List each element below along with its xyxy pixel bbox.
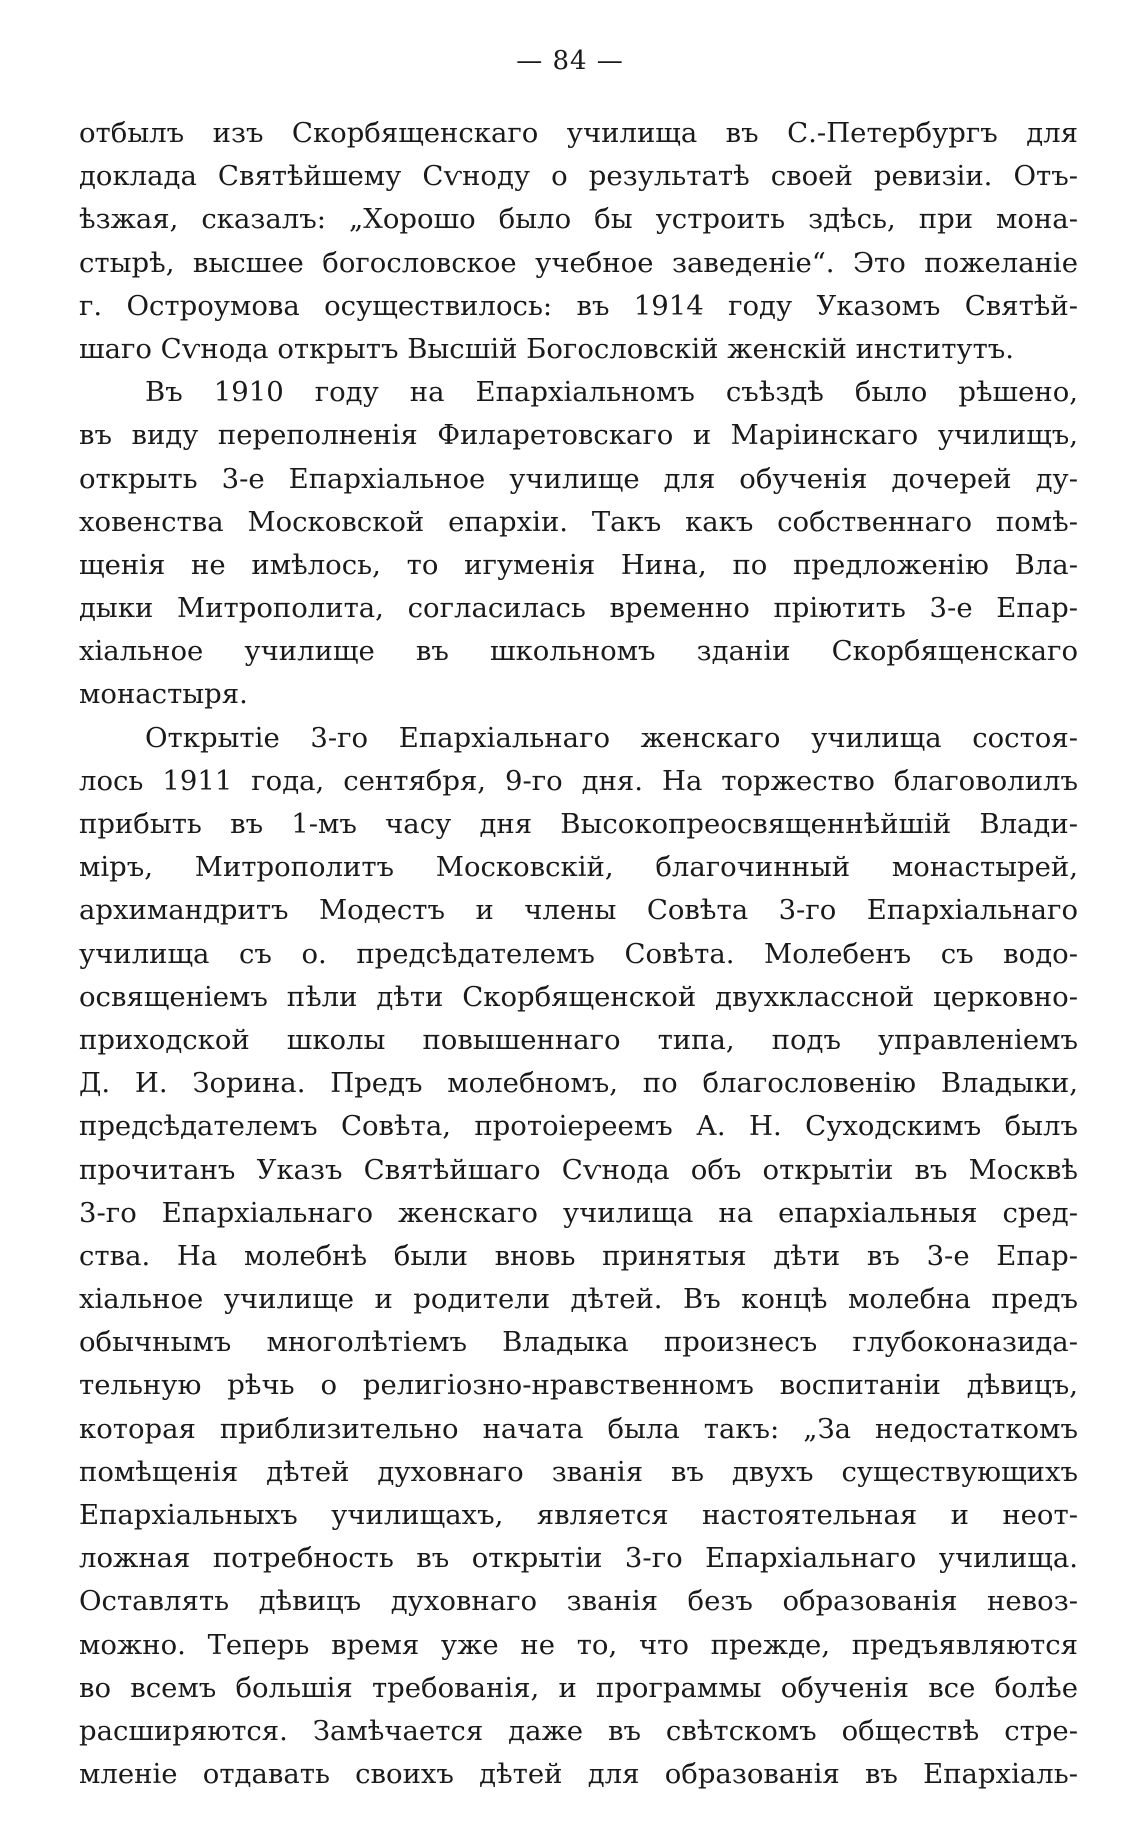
text-line: прочитанъ Указъ Святѣйшаго Сѵнода объ открытіи въ Москвѣ [79, 1153, 1078, 1186]
text-line: г. Остроумова осуществилось: въ 1914 году Указомъ Святѣй- [79, 289, 1078, 322]
text-line: ховенства Московской епархіи. Такъ какъ собственнаго помѣ- [79, 505, 1078, 538]
text-line: расширяются. Замѣчается даже въ свѣтскомъ обществѣ стре- [79, 1714, 1078, 1747]
text-line: Въ 1910 году на Епархіальномъ съѣздѣ было рѣшено, [145, 376, 1078, 409]
text-line: помѣщенія дѣтей духовнаго званія въ двухъ существующихъ [79, 1455, 1078, 1488]
text-line: хіальное училище въ школьномъ зданіи Скорбященскаго [79, 635, 1078, 668]
text-line: можно. Теперь время уже не то, что прежде, предъявляются [79, 1628, 1078, 1661]
text-line: приходской школы повышеннаго типа, подъ управленіемъ [79, 1023, 1078, 1056]
text-line: хіальное училище и родители дѣтей. Въ концѣ молебна предъ [79, 1283, 1078, 1316]
text-line: которая приблизительно начата была такъ: „За недостаткомъ [79, 1412, 1078, 1445]
text-line: въ виду переполненія Филаретовскаго и Маріинскаго училищъ, [79, 419, 1078, 452]
text-line: тельную рѣчь о религіозно-нравственномъ воспитаніи дѣвицъ, [79, 1369, 1078, 1402]
text-line: шаго Сѵнода открытъ Высшій Богословскій женскій институтъ. [79, 332, 1015, 365]
text-line: прибыть въ 1-мъ часу дня Высокопреосвященнѣйшій Влади- [79, 808, 1078, 840]
text-line: предсѣдателемъ Совѣта, протоіереемъ А. Н. Суходскимъ былъ [79, 1110, 1078, 1143]
text-line: Оставлять дѣвицъ духовнаго званія безъ образованія невоз- [79, 1585, 1078, 1618]
text-line: 3-го Епархіальнаго женскаго училища на епархіальныя сред- [79, 1196, 1078, 1229]
text-line: щенія не имѣлось, то игуменія Нина, по предложенію Вла- [79, 548, 1078, 581]
text-line: ложная потребность въ открытіи 3-го Епархіальнаго училища. [79, 1542, 1078, 1575]
text-line: мленіе отдавать своихъ дѣтей для образованія въ Епархіаль- [79, 1758, 1078, 1791]
text-line: ства. На молебнѣ были вновь принятыя дѣти въ 3-е Епар- [79, 1239, 1078, 1272]
text-line: училища съ о. предсѣдателемъ Совѣта. Молебенъ съ водо- [79, 937, 1078, 970]
text-line: ѣзжая, сказалъ: „Хорошо было бы устроить здѣсь, при мона- [79, 203, 1078, 236]
text-line: Д. И. Зорина. Предъ молебномъ, по благословенію Владыки, [79, 1067, 1078, 1100]
text-line: доклада Святѣйшему Сѵноду о результатѣ своей ревизіи. Отъ- [79, 160, 1078, 193]
text-line: Епархіальныхъ училищахъ, является настоятельная и неот- [79, 1499, 1078, 1531]
text-line: монастыря. [79, 678, 248, 711]
body-text [79, 112, 1078, 1796]
text-line: отбылъ изъ Скорбященскаго училища въ С.-Петербургъ для [79, 117, 1078, 149]
text-line: архимандритъ Модестъ и члены Совѣта 3-го Епархіальнаго [79, 894, 1078, 927]
text-line: обычнымъ многолѣтіемъ Владыка произнесъ глубоконазида- [79, 1326, 1078, 1359]
page-number: — 84 — [516, 46, 624, 76]
text-line: открыть 3-е Епархіальное училище для обученія дочерей ду- [79, 462, 1078, 495]
text-line: лось 1911 года, сентября, 9-го дня. На торжество благоволилъ [79, 764, 1078, 797]
text-line: дыки Митрополита, согласилась временно пріютить 3-е Епар- [79, 592, 1078, 625]
text-line: Открытіе 3-го Епархіальнаго женскаго училища состоя- [145, 721, 1078, 754]
text-line: міръ, Митрополитъ Московскій, благочинный монастырей, [79, 851, 1078, 884]
text-line: во всемъ большія требованія, и программы обученія все болѣе [79, 1671, 1078, 1704]
text-line: освященіемъ пѣли дѣти Скорбященской двухклассной церковно- [79, 980, 1078, 1013]
text-line: стырѣ, высшее богословское учебное заведеніе“. Это пожеланіе [79, 246, 1078, 279]
